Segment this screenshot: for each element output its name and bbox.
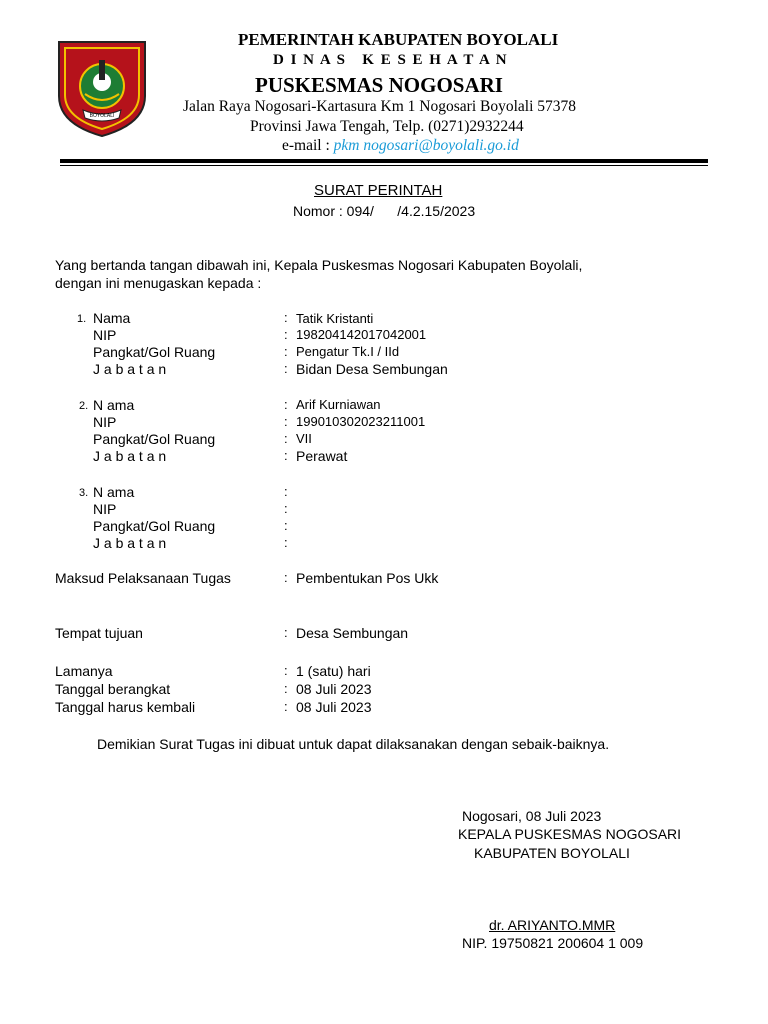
person-nip-value: 198204142017042001 <box>296 327 427 342</box>
destination-label: Tempat tujuan <box>55 625 143 641</box>
email-address[interactable]: pkm nogosari@boyolali.go.id <box>333 137 519 154</box>
person-position-value: Bidan Desa Sembungan <box>296 361 448 377</box>
colon: : <box>284 361 288 376</box>
departure-date-label: Tanggal berangkat <box>55 681 171 697</box>
person-rank-label: Pangkat/Gol Ruang <box>93 344 216 360</box>
intro-line-2: dengan ini menugaskan kepada : <box>55 275 262 291</box>
colon: : <box>284 699 288 714</box>
closing-statement: Demikian Surat Tugas ini dibuat untuk dapat dilaksanakan dengan sebaik-baiknya. <box>97 736 610 752</box>
signature-region: KABUPATEN BOYOLALI <box>474 845 630 861</box>
header-divider-thick <box>60 159 708 163</box>
colon: : <box>284 448 288 463</box>
colon: : <box>284 663 288 678</box>
letterhead-organization: PUSKESMAS NOGOSARI <box>255 73 503 97</box>
signatory-name: dr. ARIYANTO.MMR <box>489 917 616 933</box>
person-name-label: N ama <box>93 484 135 500</box>
letterhead-government: PEMERINTAH KABUPATEN BOYOLALI <box>238 30 559 49</box>
colon: : <box>284 431 288 446</box>
signature-role: KEPALA PUSKESMAS NOGOSARI <box>458 826 682 842</box>
colon: : <box>284 501 288 516</box>
colon: : <box>284 414 288 429</box>
person-number: 1. <box>77 313 87 325</box>
colon: : <box>284 310 288 325</box>
colon: : <box>284 484 288 499</box>
colon: : <box>284 625 288 640</box>
person-rank-value: VII <box>296 431 312 446</box>
person-name-value: Arif Kurniawan <box>296 397 381 412</box>
email-label: e-mail : <box>282 137 330 154</box>
colon: : <box>284 327 288 342</box>
person-nip-label: NIP <box>93 327 117 343</box>
person-name-label: Nama <box>93 310 131 326</box>
person-rank-label: Pangkat/Gol Ruang <box>93 518 216 534</box>
svg-text:BOYOLALI: BOYOLALI <box>89 113 115 119</box>
duration-label: Lamanya <box>55 663 113 679</box>
person-number: 3. <box>79 487 89 499</box>
person-position-label: J a b a t a n <box>93 361 167 377</box>
person-nip-label: NIP <box>93 414 117 430</box>
person-nip-value: 199010302023211001 <box>296 414 426 429</box>
person-position-label: J a b a t a n <box>93 535 167 551</box>
signature-place-date: Nogosari, 08 Juli 2023 <box>462 808 602 824</box>
document-number: Nomor : 094/ /4.2.15/2023 <box>293 203 476 219</box>
colon: : <box>284 570 288 585</box>
letterhead-address: Jalan Raya Nogosari-Kartasura Km 1 Nogosari Boyolali 57378 <box>183 98 577 115</box>
person-name-value: Tatik Kristanti <box>296 311 374 326</box>
destination-value: Desa Sembungan <box>296 625 409 641</box>
person-name-label: N ama <box>93 397 135 413</box>
person-number: 2. <box>79 400 89 412</box>
purpose-value: Pembentukan Pos Ukk <box>296 570 439 586</box>
duration-value: 1 (satu) hari <box>296 663 371 679</box>
person-rank-value: Pengatur Tk.I / IId <box>296 344 400 359</box>
return-date-value: 08 Juli 2023 <box>296 699 372 715</box>
letterhead-email-line <box>282 137 519 155</box>
purpose-label: Maksud Pelaksanaan Tugas <box>55 570 231 586</box>
header-divider-thin <box>60 165 708 166</box>
document-title: SURAT PERINTAH <box>314 182 443 199</box>
colon: : <box>284 397 288 412</box>
boyolali-logo <box>55 38 149 138</box>
intro-line-1: Yang bertanda tangan dibawah ini, Kepala Puskesmas Nogosari Kabupaten Boyolali, <box>55 257 583 273</box>
colon: : <box>284 344 288 359</box>
letterhead-province-phone: Provinsi Jawa Tengah, Telp. (0271)2932244 <box>250 118 524 135</box>
person-rank-label: Pangkat/Gol Ruang <box>93 431 216 447</box>
colon: : <box>284 535 288 550</box>
person-position-label: J a b a t a n <box>93 448 167 464</box>
colon: : <box>284 518 288 533</box>
person-position-value: Perawat <box>296 448 348 464</box>
colon: : <box>284 681 288 696</box>
letterhead-department: D I N A S K E S E H A T A N <box>273 52 509 68</box>
departure-date-value: 08 Juli 2023 <box>296 681 372 697</box>
signatory-nip: NIP. 19750821 200604 1 009 <box>462 935 644 951</box>
return-date-label: Tanggal harus kembali <box>55 699 196 715</box>
person-nip-label: NIP <box>93 501 117 517</box>
